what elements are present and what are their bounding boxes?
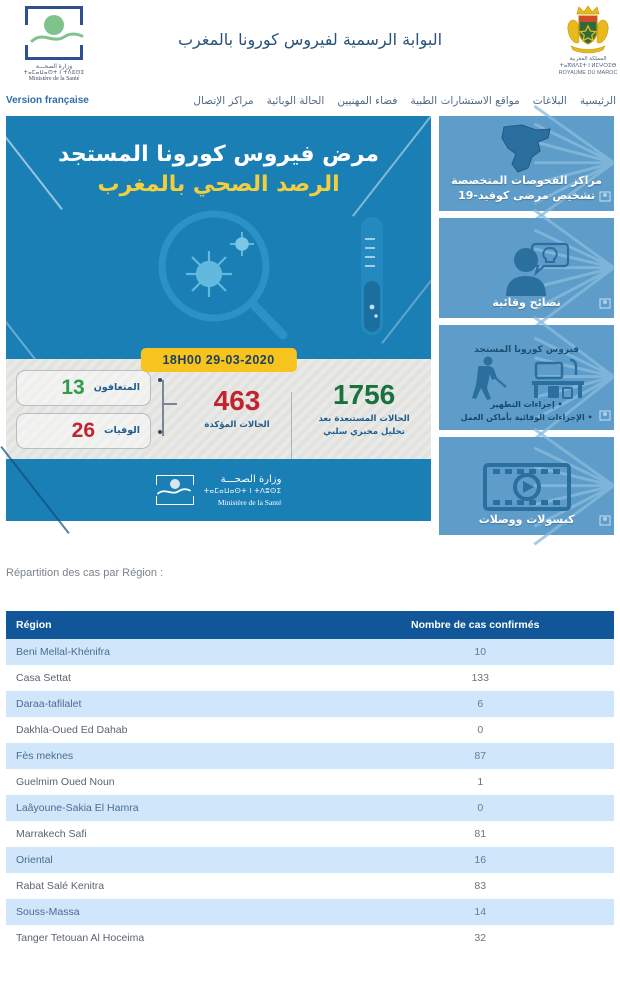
table-row xyxy=(6,769,614,795)
table-row xyxy=(6,691,614,717)
cell-region: Daraa-tafilalet xyxy=(6,691,346,717)
card-bullet-workplace[interactable]: • الإجراءات الوقائية بأماكن العمل xyxy=(460,413,593,423)
banner-heading-line2: الرصد الصحي بالمغرب xyxy=(97,171,340,197)
table-header-row xyxy=(6,611,614,639)
nav-item-list xyxy=(193,95,616,107)
main-content xyxy=(0,116,620,535)
stat-excluded-label-line2: تحليل مخبري سلبي xyxy=(323,426,405,437)
table-row xyxy=(6,899,614,925)
ministry-badge-icon xyxy=(599,191,611,205)
stat-confirmed xyxy=(177,386,297,432)
regions-section xyxy=(0,567,620,951)
brace-dot xyxy=(158,378,162,382)
page-title: البوابة الرسمية لفيروس كورونا بالمغرب xyxy=(177,30,443,49)
language-switch-link[interactable]: Version française xyxy=(6,95,89,106)
stat-excluded xyxy=(297,380,431,439)
site-header xyxy=(0,0,620,92)
arms-label-fr: ROYAUME DU MAROC xyxy=(558,69,618,76)
table-row xyxy=(6,847,614,873)
banner-footer-label-fr: Ministère de la Santé xyxy=(217,498,282,508)
moh-wave-icon xyxy=(157,487,191,496)
stat-excluded-value: 1756 xyxy=(332,378,396,410)
morocco-coat-of-arms xyxy=(556,4,620,77)
banner-statistics xyxy=(6,359,431,459)
cell-count: 81 xyxy=(346,821,614,847)
cell-count: 1 xyxy=(346,769,614,795)
cell-region: Beni Mellal-Khénifra xyxy=(6,639,346,665)
decorative-stripe xyxy=(0,446,69,534)
table-row xyxy=(6,665,614,691)
nav-item-medical-consultation-sites[interactable]: مواقع الاستشارات الطبية xyxy=(410,95,520,107)
banner-heading-line1: مرض فيروس كورونا المستجد xyxy=(58,142,380,167)
card-text xyxy=(439,174,614,211)
nav-item-announcements[interactable]: البلاغات xyxy=(532,95,567,107)
cell-region: Marrakech Safi xyxy=(6,821,346,847)
moh-label-tifinagh: ⵜⴰⵎⴰⵡⴰⵙⵜ ⵏ ⵜⴷⵓⵙⵉ xyxy=(23,70,85,76)
cell-count: 0 xyxy=(346,795,614,821)
banner-footer-label-tifinagh: ⵜⴰⵎⴰⵡⴰⵙⵜ ⵏ ⵜⴷⵓⵙⵉ xyxy=(203,487,282,495)
table-row xyxy=(6,925,614,951)
moh-wave-icon xyxy=(31,31,83,45)
ministry-badge-icon xyxy=(599,298,611,312)
stat-recovered xyxy=(16,370,151,406)
cell-region: Guelmim Oued Noun xyxy=(6,769,346,795)
moh-logo-mark xyxy=(25,6,83,60)
table-row xyxy=(6,873,614,899)
cell-region: Dakhla-Oued Ed Dahab xyxy=(6,717,346,743)
nav-item-epidemic-situation[interactable]: الحالة الوبائية xyxy=(266,95,325,107)
stat-confirmed-label: الحالات المؤكدة xyxy=(204,420,270,431)
card-prevention-advice[interactable] xyxy=(439,218,614,318)
sprayer-person-icon xyxy=(472,357,506,401)
coat-of-arms-icon xyxy=(559,4,617,56)
card-title: كبسولات ووصلات xyxy=(478,513,575,527)
table-row xyxy=(6,717,614,743)
card-title xyxy=(439,174,614,211)
cell-region: Laâyoune-Sakia El Hamra xyxy=(6,795,346,821)
card-title-line1: مراكز الفحوصات المتخصصة xyxy=(451,174,602,188)
virus-icon-small xyxy=(230,232,254,256)
cell-count: 133 xyxy=(346,665,614,691)
banner-heading xyxy=(6,116,431,199)
table-row xyxy=(6,821,614,847)
disinfection-icon xyxy=(462,355,592,399)
test-tube-icon xyxy=(361,217,383,335)
secondary-stat-group xyxy=(6,370,151,449)
cell-region: Souss-Massa xyxy=(6,899,346,925)
arms-label-tifinagh: ⵜⴰⴳⵍⴷⵉⵜ ⵏ ⵍⵎⵖⵔⵉⴱ xyxy=(559,62,617,69)
cell-count: 16 xyxy=(346,847,614,873)
cell-region: Oriental xyxy=(6,847,346,873)
side-cards-column xyxy=(439,116,614,535)
virus-icon xyxy=(186,251,232,297)
video-play-icon xyxy=(483,461,571,513)
card-testing-centers[interactable] xyxy=(439,116,614,211)
regions-caption: Répartition des cas par Région : xyxy=(6,567,164,579)
card-text-top xyxy=(439,339,614,355)
column-header-count: Nombre de cas confirmés xyxy=(346,611,614,639)
banner-illustration xyxy=(6,211,434,341)
cell-count: 10 xyxy=(346,639,614,665)
table-row xyxy=(6,743,614,769)
main-navigation xyxy=(0,92,620,116)
banner-top xyxy=(6,116,431,367)
banner-footer-logo-mark xyxy=(156,475,194,505)
cell-region: Rabat Salé Kenitra xyxy=(6,873,346,899)
card-text xyxy=(439,296,614,318)
table-row xyxy=(6,639,614,665)
card-bullet-disinfection[interactable]: • إجراءات التطهير xyxy=(490,400,563,410)
stat-confirmed-value: 463 xyxy=(213,384,261,416)
regions-table xyxy=(6,611,614,951)
cell-region: Casa Settat xyxy=(6,665,346,691)
cell-count: 6 xyxy=(346,691,614,717)
moh-label-ar: وزارة الصحـــة xyxy=(35,64,73,70)
stat-deaths-label: الوفيات xyxy=(104,425,140,436)
column-header-region: Région xyxy=(6,611,346,639)
nav-item-call-centers[interactable]: مراكز الإتصال xyxy=(193,95,254,107)
banner-footer-ministry-text xyxy=(204,472,282,509)
cell-region: Fès meknes xyxy=(6,743,346,769)
regions-table-body xyxy=(6,639,614,951)
stat-excluded-label xyxy=(297,413,431,439)
cell-count: 32 xyxy=(346,925,614,951)
stat-recovered-label: المتعافون xyxy=(93,382,140,393)
stat-excluded-label-line1: الحالات المستبعدة بعد xyxy=(318,413,410,424)
card-disinfection-measures[interactable] xyxy=(439,325,614,430)
banner-column xyxy=(6,116,431,535)
nav-item-professionals-space[interactable]: فضاء المهنيين xyxy=(337,95,398,107)
report-datetime-chip: 18H00 29-03-2020 xyxy=(140,348,296,372)
moh-label-fr: Ministère de la Santé xyxy=(28,76,80,82)
regions-table-head xyxy=(6,611,614,639)
nav-item-home[interactable]: الرئيسية xyxy=(579,95,616,107)
table-row xyxy=(6,795,614,821)
card-top-line: فيروس كورونا المستجد xyxy=(474,345,580,356)
person-idea-icon xyxy=(484,238,570,296)
card-videos[interactable] xyxy=(439,437,614,535)
banner-footer-label-ar: وزارة الصحـــة xyxy=(220,473,282,485)
banner-footer xyxy=(6,459,431,521)
stat-deaths xyxy=(16,413,151,449)
ministry-badge-icon xyxy=(599,515,611,529)
cell-count: 83 xyxy=(346,873,614,899)
arms-label-ar: المملكة المغربية xyxy=(569,56,607,62)
brace-connector xyxy=(151,372,177,446)
covid-infographic-banner xyxy=(6,116,431,521)
workplace-icon xyxy=(532,360,584,398)
card-title: نصائح وقائية xyxy=(492,296,561,310)
cell-count: 14 xyxy=(346,899,614,925)
stat-recovered-value: 13 xyxy=(61,375,85,399)
cell-count: 0 xyxy=(346,717,614,743)
card-text xyxy=(439,513,614,535)
brace-dot xyxy=(158,430,162,434)
card-bullet-list xyxy=(439,399,614,430)
stat-deaths-value: 26 xyxy=(71,418,95,442)
morocco-map-icon xyxy=(492,124,562,174)
cell-count: 87 xyxy=(346,743,614,769)
ministry-badge-icon xyxy=(599,410,611,424)
card-title-line2: تشخيص مرضى كوفيد-19 xyxy=(458,189,596,203)
cell-region: Tanger Tetouan Al Hoceima xyxy=(6,925,346,951)
